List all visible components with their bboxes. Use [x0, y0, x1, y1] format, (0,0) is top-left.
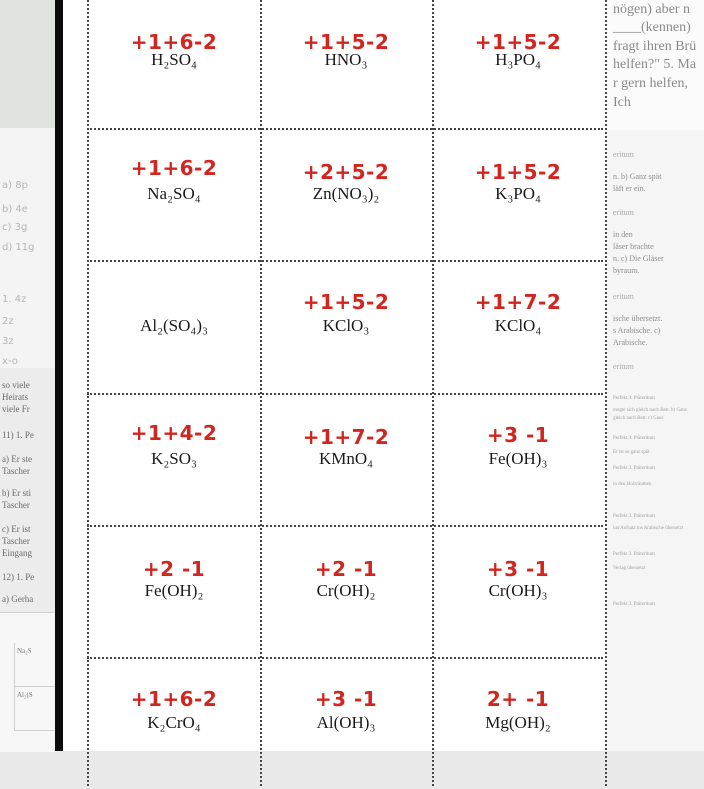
chemical-formula: K₂SO₃ — [151, 449, 197, 468]
chemical-formula: KClO₄ — [494, 316, 542, 335]
left-text-line: Eingang — [2, 548, 32, 558]
right-text-line: Ich — [613, 95, 631, 110]
left-text-line: a) Er ste — [2, 454, 32, 464]
chemical-formula: Al₂(SO₄)₃ — [140, 316, 208, 335]
chemical-formula: Mg(OH)₂ — [485, 713, 551, 732]
chemical-formula: Cr(OH)₃ — [488, 581, 548, 600]
right-text-line: s Arabische. c) — [613, 326, 661, 335]
left-text-line: 11) 1. Pe — [2, 430, 34, 440]
left-text-line: so viele — [2, 380, 30, 390]
right-text-line: Arabische. — [613, 338, 648, 347]
compound-card — [432, 525, 604, 657]
oxidation-numbers: +1+6-2 — [130, 687, 218, 711]
right-section-head: eritum — [613, 292, 634, 301]
oxidation-numbers: +2 -1 — [142, 557, 206, 581]
right-text-line: nögen) aber n — [613, 2, 690, 17]
left-table — [0, 612, 56, 752]
right-tiny-line: Perfekt 3. Präteritum — [613, 602, 655, 607]
compound-card — [88, 393, 260, 525]
chemical-formula: KClO₃ — [322, 316, 370, 335]
left-scribble: x-o — [2, 356, 18, 367]
page-divider — [55, 0, 63, 751]
oxidation-numbers: +1+4-2 — [130, 421, 218, 445]
right-section-head: eritum — [613, 362, 634, 371]
right-text-line: byraum. — [613, 266, 640, 275]
left-text-line: 12) 1. Pe — [2, 572, 35, 582]
right-text-line: in den — [613, 230, 633, 239]
left-text-line: b) Er sti — [2, 488, 31, 498]
left-text-line: Tascher — [2, 536, 30, 546]
chemical-formula: H₂SO₄ — [151, 50, 197, 69]
left-scribble: 2z — [2, 316, 14, 327]
right-text-line: läser brachte — [613, 242, 654, 251]
right-tiny-line: Er ist so ganz spät — [613, 450, 650, 455]
compound-card — [432, 393, 604, 525]
compound-card — [432, 0, 604, 128]
compound-card — [88, 0, 260, 128]
oxidation-numbers: 2+ -1 — [486, 687, 550, 711]
chemical-formula: Al(OH)₃ — [316, 713, 376, 732]
right-text-line: ische übersetzt. — [613, 314, 663, 323]
oxidation-numbers: +1+6-2 — [130, 30, 218, 54]
left-notebook-scan — [0, 0, 56, 128]
left-text-line: Heirats — [2, 392, 28, 402]
compound-card — [88, 260, 260, 392]
right-tiny-line: Perfekt 3. Präteritum — [613, 466, 655, 471]
left-text-line: viele Fr — [2, 404, 30, 414]
right-tiny-line: Perfekt 3. Präteritum — [613, 552, 655, 557]
chemical-formula: Na₂SO₄ — [147, 184, 201, 203]
left-table-cell: Na₂S — [14, 643, 56, 687]
left-text-line: Tascher — [2, 500, 30, 510]
compound-card — [260, 657, 432, 789]
left-scribble: c) 3g — [2, 222, 28, 233]
right-tiny-line: Perfekt 3. Präteritum — [613, 514, 655, 519]
oxidation-numbers: +1+5-2 — [302, 30, 390, 54]
chemical-formula: Fe(OH)₃ — [488, 449, 548, 468]
oxidation-numbers: +1+6-2 — [130, 156, 218, 180]
oxidation-numbers: +3 -1 — [314, 687, 378, 711]
chemical-formula: K₂CrO₄ — [147, 713, 201, 732]
compound-card — [260, 260, 432, 392]
left-background-page — [0, 0, 56, 751]
right-section-head: eritum — [613, 208, 634, 217]
right-tiny-line: Perfekt 3. Präteritum — [613, 396, 655, 401]
compound-card — [88, 657, 260, 789]
left-table-cell: Al₂(S — [14, 687, 56, 731]
right-tiny-line: mogte sich gleich nach Betr. b) Ganz — [613, 408, 688, 413]
right-tiny-line: Verlag übersetzt — [613, 566, 646, 571]
compound-card — [260, 525, 432, 657]
oxidation-numbers: +2+5-2 — [302, 160, 390, 184]
oxidation-numbers: +1+5-2 — [302, 290, 390, 314]
left-text-line: a) Gerha — [2, 594, 34, 604]
right-tiny-line: hat Aufsatz ins Arabische übersetzt — [613, 526, 684, 531]
right-tiny-line: in den Holzräumen — [613, 482, 652, 487]
chemical-formula: HNO₃ — [324, 50, 368, 69]
left-scribble: 1. 4z — [2, 294, 27, 305]
left-scribble: d) 11g — [2, 242, 35, 253]
oxidation-numbers: +1+7-2 — [302, 425, 390, 449]
right-background-page — [607, 0, 704, 751]
compound-card — [432, 128, 604, 260]
right-text-line: r gern helfen, — [613, 76, 689, 91]
chemical-formula: H₃PO₄ — [495, 50, 541, 69]
oxidation-numbers: +3 -1 — [486, 423, 550, 447]
compound-card — [432, 657, 604, 789]
right-tiny-line: gleich nach Betr. c) Gaus — [613, 416, 664, 421]
oxidation-numbers: +1+7-2 — [474, 290, 562, 314]
worksheet-page — [63, 0, 607, 751]
left-scribble: a) 8p — [2, 180, 28, 191]
right-text-line: n. c) Die Gläser — [613, 254, 664, 263]
chemical-formula: Cr(OH)₂ — [316, 581, 376, 600]
right-text-line: fragt ihren Brü — [613, 39, 697, 54]
compound-card — [260, 0, 432, 128]
compound-card — [432, 260, 604, 392]
compound-card — [260, 393, 432, 525]
left-scribble: b) 4e — [2, 204, 28, 215]
right-section-head: eritum — [613, 150, 634, 159]
oxidation-numbers: +3 -1 — [486, 557, 550, 581]
chemical-formula: K₃PO₄ — [495, 184, 541, 203]
oxidation-numbers: +2 -1 — [314, 557, 378, 581]
right-text-line: helfen?" 5. Ma — [613, 57, 697, 72]
compound-card — [88, 525, 260, 657]
right-text-line: ____(kennen) — [613, 20, 691, 35]
right-text-line: läft er ein. — [613, 184, 646, 193]
chemical-formula: Fe(OH)₂ — [144, 581, 204, 600]
chemical-formula: Zn(NO₃)₂ — [312, 184, 380, 203]
compound-card — [260, 128, 432, 260]
left-text-line: c) Er ist — [2, 524, 31, 534]
oxidation-numbers: +1+5-2 — [474, 160, 562, 184]
right-tiny-line: Perfekt 3. Präteritum — [613, 436, 655, 441]
compound-card — [88, 128, 260, 260]
oxidation-numbers: +1+5-2 — [474, 30, 562, 54]
left-scribble: 3z — [2, 336, 14, 347]
right-text-line: n. b) Ganz spät — [613, 172, 662, 181]
left-text-line: Tascher — [2, 466, 30, 476]
chemical-formula: KMnO₄ — [318, 449, 374, 468]
